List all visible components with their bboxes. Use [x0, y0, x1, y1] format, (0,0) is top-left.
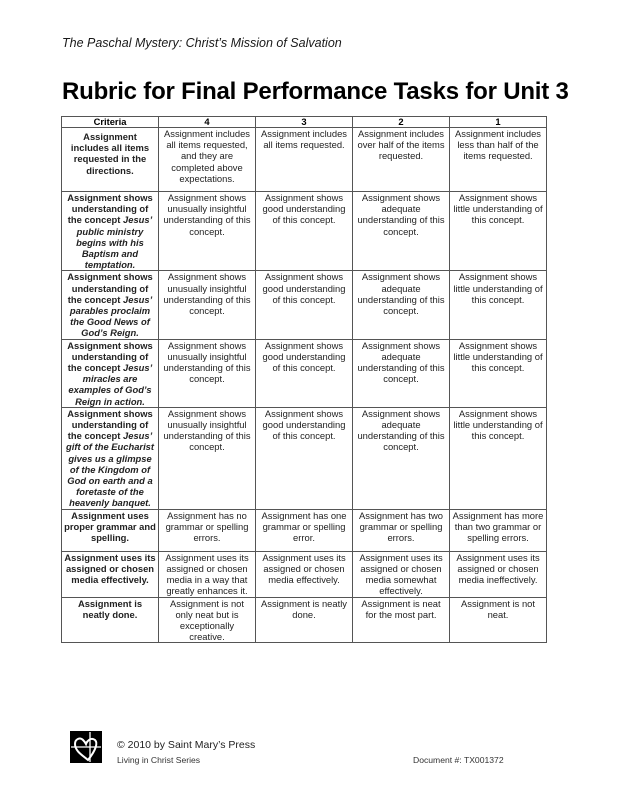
score-cell-4: Assignment includes all items requested, and they are completed above expectations.	[159, 128, 256, 192]
column-header-score-2: 2	[353, 117, 450, 128]
table-row	[62, 192, 547, 271]
score-cell-1: Assignment shows little understanding of this concept.	[450, 271, 547, 339]
score-cell-2: Assignment uses its assigned or chosen media somewhat effectively.	[353, 551, 450, 597]
score-cell-1: Assignment shows little understanding of this concept.	[450, 192, 547, 271]
score-cell-3: Assignment has one grammar or spelling error.	[256, 509, 353, 551]
series-name: Living in Christ Series	[117, 755, 201, 765]
score-cell-3: Assignment uses its assigned or chosen media effectively.	[256, 551, 353, 597]
table-row	[62, 128, 547, 192]
table-row	[62, 271, 547, 339]
criteria-lead: Assignment shows understanding of the concept	[67, 407, 153, 442]
criteria-cell	[62, 339, 159, 407]
score-cell-1: Assignment has more than two grammar or spelling errors.	[450, 509, 547, 551]
score-cell-4: Assignment is not only neat but is exceptionally creative.	[159, 597, 256, 643]
criteria-lead: Assignment shows understanding of the concept	[67, 339, 153, 374]
score-cell-2: Assignment includes over half of the items requested.	[353, 128, 450, 192]
criteria-cell	[62, 271, 159, 339]
document-header: The Paschal Mystery: Christ’s Mission of Salvation	[62, 36, 342, 50]
score-cell-4: Assignment shows unusually insightful understanding of this concept.	[159, 192, 256, 271]
score-cell-1: Assignment shows little understanding of this concept.	[450, 339, 547, 407]
table-row	[62, 339, 547, 407]
criteria-concept: Jesus’ public ministry begins with his Baptism and temptation.	[76, 214, 153, 271]
score-cell-2: Assignment shows adequate understanding of this concept.	[353, 339, 450, 407]
criteria-concept: Jesus’ gift of the Eucharist gives us a glimpse of the Kingdom of God on earth and a foretaste of the heavenly banquet.	[65, 430, 155, 509]
page-title: Rubric for Final Performance Tasks for Unit 3	[62, 78, 569, 105]
criteria-concept: Jesus’ parables proclaim the Good News of God’s Reign.	[69, 293, 153, 339]
score-cell-1: Assignment includes less than half of the items requested.	[450, 128, 547, 192]
copyright-text: © 2010 by Saint Mary’s Press	[117, 739, 256, 751]
heart-cross-logo-icon	[70, 731, 102, 763]
table-row	[62, 509, 547, 551]
criteria-cell	[62, 192, 159, 271]
criteria-cell	[62, 128, 159, 192]
score-cell-3: Assignment shows good understanding of this concept.	[256, 407, 353, 509]
score-cell-2: Assignment shows adequate understanding of this concept.	[353, 192, 450, 271]
score-cell-3: Assignment includes all items requested.	[256, 128, 353, 192]
score-cell-1: Assignment uses its assigned or chosen media ineffectively.	[450, 551, 547, 597]
rubric-header-row	[62, 117, 547, 128]
criteria-cell	[62, 509, 159, 551]
criteria-cell	[62, 551, 159, 597]
column-header-criteria: Criteria	[62, 117, 159, 128]
score-cell-1: Assignment is not neat.	[450, 597, 547, 643]
criteria-lead: Assignment uses proper grammar and spelling.	[64, 509, 156, 544]
score-cell-3: Assignment is neatly done.	[256, 597, 353, 643]
score-cell-3: Assignment shows good understanding of this concept.	[256, 192, 353, 271]
score-cell-4: Assignment shows unusually insightful understanding of this concept.	[159, 407, 256, 509]
column-header-score-3: 3	[256, 117, 353, 128]
table-row	[62, 407, 547, 509]
score-cell-2: Assignment shows adequate understanding of this concept.	[353, 271, 450, 339]
score-cell-2: Assignment shows adequate understanding of this concept.	[353, 407, 450, 509]
table-row	[62, 597, 547, 643]
score-cell-2: Assignment is neat for the most part.	[353, 597, 450, 643]
column-header-score-1: 1	[450, 117, 547, 128]
criteria-concept: Jesus’ miracles are examples of God’s Reign in action.	[68, 362, 153, 407]
score-cell-3: Assignment shows good understanding of this concept.	[256, 271, 353, 339]
criteria-cell	[62, 407, 159, 509]
score-cell-4: Assignment uses its assigned or chosen media in a way that greatly enhances it.	[159, 551, 256, 597]
table-row	[62, 551, 547, 597]
score-cell-1: Assignment shows little understanding of this concept.	[450, 407, 547, 509]
score-cell-4: Assignment has no grammar or spelling errors.	[159, 509, 256, 551]
criteria-lead: Assignment shows understanding of the concept	[67, 271, 153, 305]
document-number: Document #: TX001372	[413, 755, 504, 765]
column-header-score-4: 4	[159, 117, 256, 128]
criteria-lead: Assignment shows understanding of the concept	[67, 192, 153, 226]
score-cell-2: Assignment has two grammar or spelling errors.	[353, 509, 450, 551]
criteria-lead: Assignment is neatly done.	[77, 597, 143, 620]
criteria-cell	[62, 597, 159, 643]
score-cell-4: Assignment shows unusually insightful understanding of this concept.	[159, 339, 256, 407]
rubric-table	[61, 116, 547, 643]
score-cell-3: Assignment shows good understanding of this concept.	[256, 339, 353, 407]
criteria-lead: Assignment uses its assigned or chosen media effectively.	[64, 551, 156, 586]
criteria-lead: Assignment includes all items requested in the directions.	[70, 131, 150, 176]
score-cell-4: Assignment shows unusually insightful understanding of this concept.	[159, 271, 256, 339]
